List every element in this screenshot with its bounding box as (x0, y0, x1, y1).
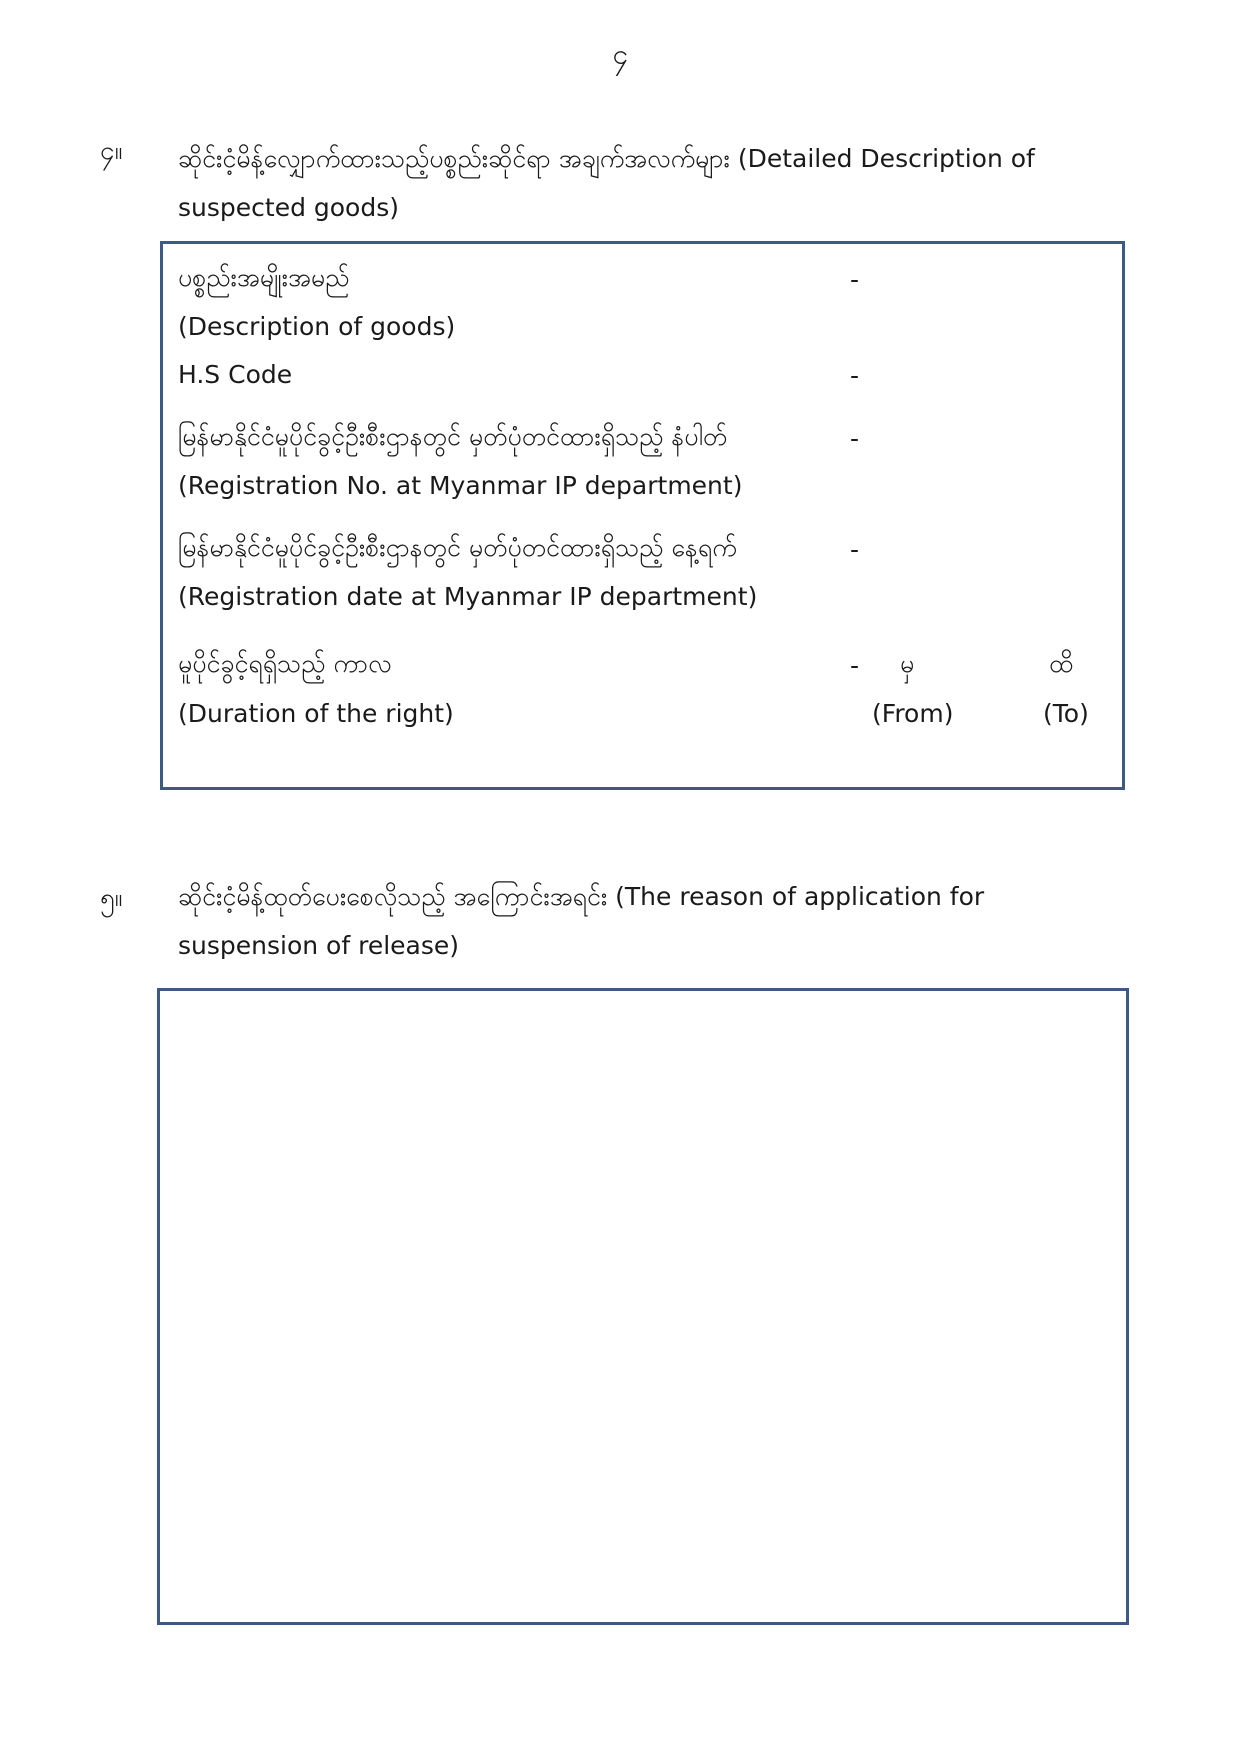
section-5-number: ၅။ (100, 883, 123, 913)
registration-no-separator: - (850, 424, 860, 453)
duration-from-en: (From) (872, 699, 954, 728)
duration-from-mm: မှ (900, 649, 915, 678)
page-number: ၄ (612, 38, 629, 71)
section-4-heading-line2: suspected goods) (178, 193, 399, 222)
section-4-heading-line1: ဆိုင်းငံ့မိန့်လျှောက်ထားသည့်ပစ္စည်းဆိုင်ရာ အချက်အလက်များ (Detailed Description of (178, 144, 1035, 173)
description-of-goods-label-mm: ပစ္စည်းအမျိုးအမည် (178, 263, 350, 292)
section-4-number: ၄။ (100, 136, 123, 166)
duration-to-mm: ထိ (1049, 649, 1074, 678)
duration-separator: - (850, 651, 860, 680)
duration-label-mm: မူပိုင်ခွင့်ရရှိသည့် ကာလ (178, 649, 392, 678)
description-of-goods-separator: - (850, 265, 860, 294)
registration-no-label-en: (Registration No. at Myanmar IP department) (178, 471, 743, 500)
duration-to-en: (To) (1043, 699, 1089, 728)
registration-date-label-mm: မြန်မာနိုင်ငံမူပိုင်ခွင့်ဦးစီးဌာနတွင် မှတ်ပုံတင်ထားရှိသည့် နေ့ရက် (178, 533, 737, 562)
hs-code-label: H.S Code (178, 360, 293, 389)
registration-date-separator: - (850, 535, 860, 564)
section-5-heading-line2: suspension of release) (178, 931, 460, 960)
description-of-goods-label-en: (Description of goods) (178, 312, 456, 341)
reason-input-box[interactable] (157, 988, 1129, 1625)
hs-code-separator: - (850, 361, 860, 390)
duration-label-en: (Duration of the right) (178, 699, 454, 728)
registration-no-label-mm: မြန်မာနိုင်ငံမူပိုင်ခွင့်ဦးစီးဌာနတွင် မှတ်ပုံတင်ထားရှိသည့် နံပါတ် (178, 422, 728, 451)
registration-date-label-en: (Registration date at Myanmar IP department) (178, 582, 758, 611)
section-5-heading-line1: ဆိုင်းငံ့မိန့်ထုတ်ပေးစေလိုသည့် အကြောင်းအရင်း (The reason of application for (178, 882, 985, 911)
